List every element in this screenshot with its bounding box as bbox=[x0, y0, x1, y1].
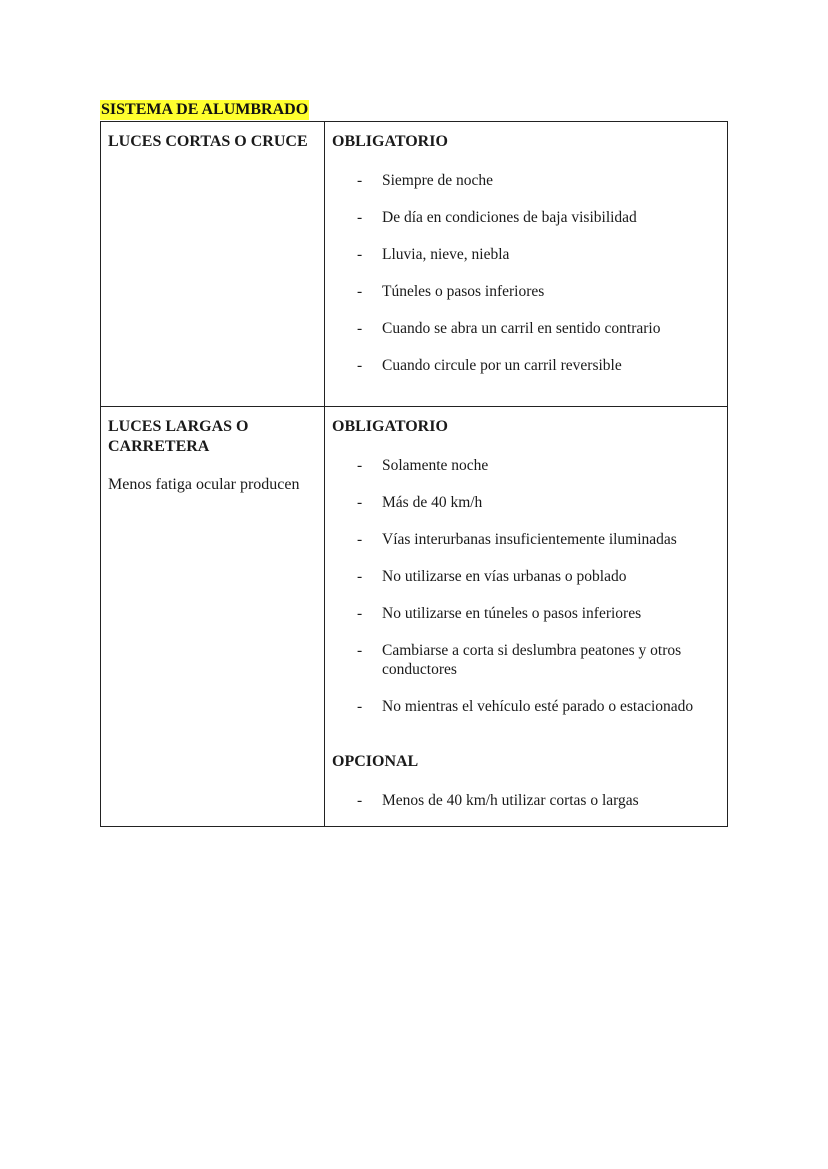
list-item: - Cuando se abra un carril en sentido contrario bbox=[357, 320, 661, 337]
list-item: - De día en condiciones de baja visibilidad bbox=[357, 209, 637, 226]
list-dash: - bbox=[357, 320, 363, 337]
list-dash: - bbox=[357, 283, 363, 300]
light-type-cell bbox=[101, 407, 325, 827]
list-item: - Lluvia, nieve, niebla bbox=[357, 246, 510, 263]
list-item: - No utilizarse en túneles o pasos inferiores bbox=[357, 605, 642, 622]
document-title: SISTEMA DE ALUMBRADO bbox=[101, 101, 309, 118]
light-type-title: LUCES CORTAS O CRUCE bbox=[108, 133, 308, 150]
rules-cell bbox=[325, 122, 728, 407]
section-heading-opcional: OPCIONAL bbox=[332, 753, 419, 770]
list-dash: - bbox=[357, 246, 363, 263]
lighting-table bbox=[100, 121, 728, 827]
section-heading-obligatorio: OBLIGATORIO bbox=[332, 133, 448, 150]
rules-cell bbox=[325, 407, 728, 827]
rule-list bbox=[332, 456, 721, 716]
list-dash: - bbox=[357, 172, 363, 189]
light-type-cell bbox=[101, 122, 325, 407]
list-dash: - bbox=[357, 642, 363, 659]
list-dash: - bbox=[357, 357, 363, 374]
list-item: - Vías interurbanas insuficientemente iluminadas bbox=[357, 531, 677, 548]
list-dash: - bbox=[357, 457, 363, 474]
list-item: - Solamente noche bbox=[357, 457, 489, 474]
list-dash: - bbox=[357, 792, 363, 809]
list-item: - No utilizarse en vías urbanas o poblado bbox=[357, 568, 627, 585]
list-dash: - bbox=[357, 568, 363, 585]
list-item: - No mientras el vehículo esté parado o estacionado bbox=[357, 698, 694, 715]
light-type-note: Menos fatiga ocular producen bbox=[108, 476, 300, 493]
rule-list bbox=[332, 791, 721, 810]
list-dash: - bbox=[357, 605, 363, 622]
list-item: - Siempre de noche bbox=[357, 172, 494, 189]
list-dash: - bbox=[357, 698, 363, 715]
list-item: - Más de 40 km/h bbox=[357, 494, 483, 511]
list-dash: - bbox=[357, 531, 363, 548]
list-item: - Cambiarse a corta si deslumbra peatones y otros conductores bbox=[357, 642, 682, 678]
list-item: - Cuando circule por un carril reversible bbox=[357, 357, 622, 374]
section-heading-obligatorio: OBLIGATORIO bbox=[332, 418, 448, 435]
list-item: - Menos de 40 km/h utilizar cortas o largas bbox=[357, 792, 639, 809]
table-row bbox=[101, 122, 728, 407]
list-dash: - bbox=[357, 494, 363, 511]
light-type-title: LUCES LARGAS O CARRETERA bbox=[108, 418, 249, 455]
list-item: - Túneles o pasos inferiores bbox=[357, 283, 545, 300]
list-dash: - bbox=[357, 209, 363, 226]
table-row bbox=[101, 407, 728, 827]
rule-list bbox=[332, 171, 721, 375]
